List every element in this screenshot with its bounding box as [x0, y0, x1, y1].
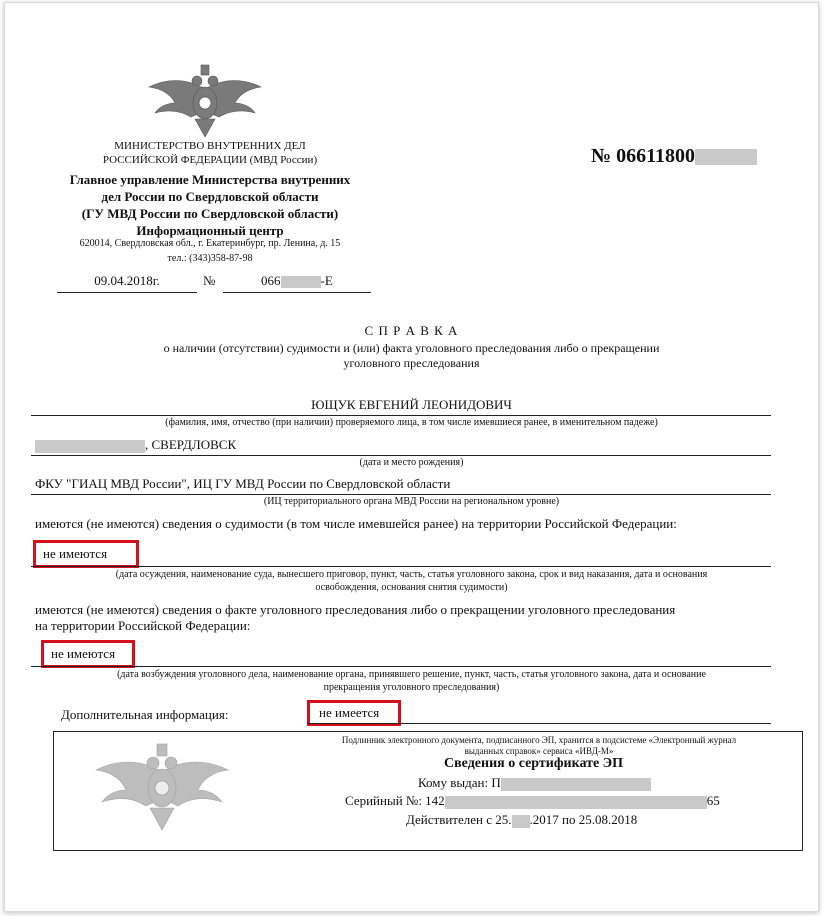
document-number: [591, 145, 757, 168]
address: 620014, Свердловская обл., г. Екатеринбург, пр. Ленина, д. 15: [79, 238, 341, 249]
certificate-serial-prefix: Серийный №: 142: [345, 793, 445, 808]
redacted-area: [445, 796, 707, 809]
certificate-box: [53, 731, 803, 851]
conviction-answer: не имеются: [43, 546, 108, 561]
document-number-text: № 06611800: [591, 145, 695, 167]
certificate-serial: [345, 793, 720, 809]
subtitle-line-1: о наличии (отсутствии) судимости и (или) факта уголовного преследования либо о прекращении: [163, 341, 660, 355]
prosecution-question-line-1: имеются (не имеются) сведения о факте уголовного преследования либо о прекращении уголовного преследования: [35, 602, 676, 617]
prosecution-caption-line-1: (дата возбуждения уголовного дела, наименование органа, принявшего решение, пункт, часть, статья уголовного закона, дата и основание: [117, 669, 706, 680]
redacted-area: [35, 440, 145, 453]
department-name: [45, 171, 375, 239]
outgoing-number: [261, 273, 333, 289]
issuing-organ-caption: (ИЦ территориального органа МВД России на региональном уровне): [263, 496, 560, 507]
certificate-note-line-1: Подлинник электронного документа, подписанного ЭП, хранится в подсистеме «Электронный журнал: [341, 735, 737, 745]
certificate-valid-from: Действителен с 25.: [406, 812, 512, 827]
ministry-line-2: РОССИЙСКОЙ ФЕДЕРАЦИИ (МВД России): [102, 154, 318, 166]
person-name: ЮЩУК ЕВГЕНИЙ ЛЕОНИДОВИЧ: [311, 397, 512, 412]
subtitle-line-2: уголовного преследования: [343, 356, 480, 370]
watermark-emblem: [92, 738, 232, 834]
birth-caption: (дата и место рождения): [359, 457, 464, 468]
person-name-caption: (фамилия, имя, отчество (при наличии) проверяемого лица, в том числе имевшиеся ранее, в именительном падеже): [165, 417, 658, 428]
certificate-note: [294, 735, 784, 757]
additional-info-answer: не имеется: [319, 705, 380, 720]
birth-info: [35, 437, 236, 453]
outgoing-number-sign: №: [203, 273, 216, 288]
department-line-4: Информационный центр: [136, 223, 284, 238]
prosecution-answer: не имеются: [51, 646, 116, 661]
prosecution-caption: [5, 668, 818, 694]
certificate-issued-to: [418, 775, 651, 791]
conviction-caption-line-2: освобождения, основания снятия судимости): [315, 582, 508, 593]
certificate-issued-to-text: Кому выдан: П: [418, 775, 501, 790]
prosecution-question-line-2: на территории Российской Федерации:: [35, 618, 251, 633]
issue-date: 09.04.2018г.: [94, 273, 160, 288]
conviction-question: имеются (не имеются) сведения о судимости (в том числе имевшейся ранее) на территории Российской Федерации:: [35, 516, 677, 531]
redacted-area: [501, 778, 651, 791]
conviction-caption: [5, 568, 818, 594]
certificate-valid-to: .2017 по 25.08.2018: [529, 812, 638, 827]
phone: тел.: (343)358-87-98: [167, 253, 253, 264]
certificate-title: Сведения о сертификате ЭП: [444, 756, 624, 771]
document-subtitle: [5, 341, 818, 371]
department-line-3: (ГУ МВД России по Свердловской области): [81, 206, 339, 221]
redacted-area: [512, 815, 530, 828]
additional-info-label: Дополнительная информация:: [61, 707, 229, 722]
certificate-serial-suffix: 65: [706, 793, 720, 808]
certificate-note-line-2: выданных справок» сервиса «ИВД-М»: [464, 746, 614, 756]
ministry-line-1: МИНИСТЕРСТВО ВНУТРЕННИХ ДЕЛ: [114, 140, 306, 152]
coat-of-arms-emblem: [145, 59, 265, 141]
redacted-area: [695, 149, 757, 165]
department-line-2: дел России по Свердловской области: [101, 189, 319, 204]
department-contacts: [45, 236, 375, 266]
ministry-name: [45, 139, 375, 167]
redacted-area: [281, 276, 321, 288]
outgoing-number-suffix: -Е: [320, 273, 333, 288]
document-page: [4, 2, 819, 912]
outgoing-number-prefix: 066: [261, 273, 281, 288]
issuing-organ: ФКУ "ГИАЦ МВД России", ИЦ ГУ МВД России по Свердловской области: [35, 476, 451, 491]
department-line-1: Главное управление Министерства внутренних: [69, 172, 351, 187]
birth-place: , СВЕРДЛОВСК: [145, 437, 237, 452]
certificate-validity: [406, 812, 637, 828]
prosecution-caption-line-2: прекращения уголовного преследования): [323, 682, 500, 693]
prosecution-question: [35, 602, 675, 634]
document-title: С П Р А В К А: [364, 323, 459, 338]
conviction-caption-line-1: (дата осуждения, наименование суда, вынесшего приговор, пункт, часть, статья уголовного закона, срок и вид наказания, дата и основания: [115, 569, 708, 580]
